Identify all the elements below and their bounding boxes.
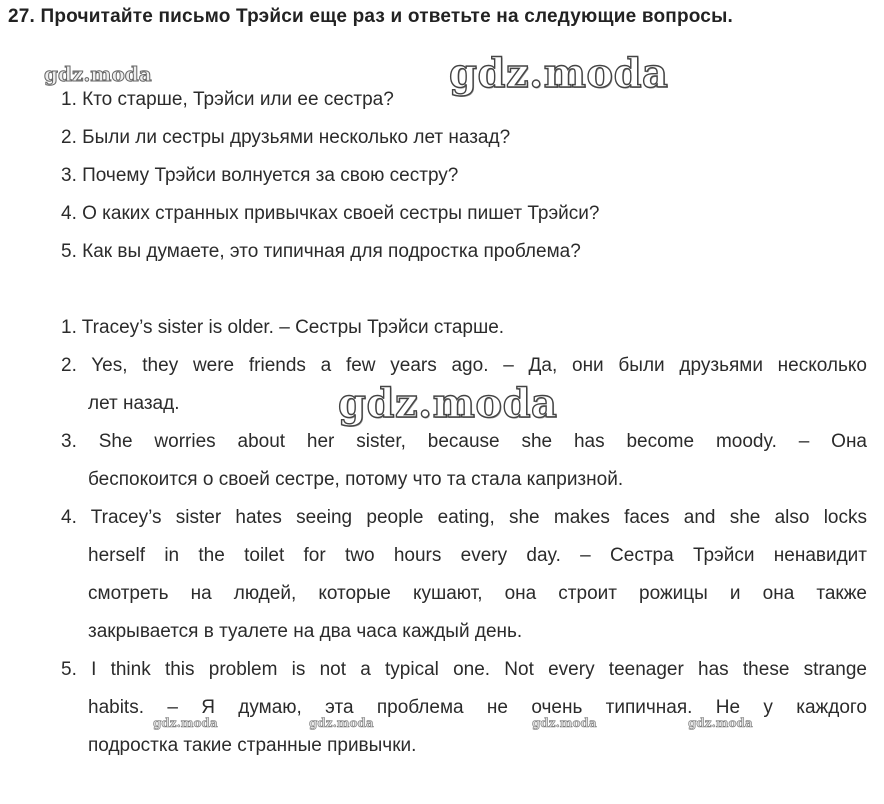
question-item: 5. Как вы думаете, это типичная для подростка проблема? xyxy=(61,241,581,262)
question-item: 2. Были ли сестры друзьями несколько лет назад? xyxy=(61,127,511,148)
question-item: 1. Кто старше, Трэйси или ее сестра? xyxy=(61,89,394,110)
answer-3-line: беспокоится о своей сестре, потому что та стала капризной. xyxy=(88,469,624,490)
watermark-logo: gdz.moda xyxy=(688,716,753,730)
watermark-logo: gdz.moda xyxy=(532,716,597,730)
question-item: 3. Почему Трэйси волнуется за свою сестру? xyxy=(61,165,459,186)
answer-2-line: 2. Yes, they were friends a few years ago. – Да, они были друзьями несколько xyxy=(61,355,867,376)
answer-5-line: подростка такие странные привычки. xyxy=(88,735,417,756)
answer-1: 1. Tracey’s sister is older. – Сестры Трэйси старше. xyxy=(61,317,505,338)
answer-4-line: закрывается в туалете на два часа каждый день. xyxy=(88,621,523,642)
watermark-logo: gdz.moda xyxy=(153,716,218,730)
watermark-logo: gdz.moda xyxy=(338,380,558,427)
task-title: 27. Прочитайте письмо Трэйси еще раз и ответьте на следующие вопросы. xyxy=(8,6,733,27)
watermark-logo: gdz.moda xyxy=(309,716,374,730)
answer-2-line: лет назад. xyxy=(88,393,180,414)
answer-4-line: смотреть на людей, которые кушают, она строит рожицы и она также xyxy=(88,583,867,604)
watermark-logo: gdz.moda xyxy=(449,50,669,97)
answer-4-line: 4. Tracey’s sister hates seeing people eating, she makes faces and she also locks xyxy=(61,507,867,528)
watermark-logo: gdz.moda xyxy=(44,62,152,86)
answer-5-line: 5. I think this problem is not a typical one. Not every teenager has these strange xyxy=(61,659,867,680)
question-item: 4. О каких странных привычках своей сестры пишет Трэйси? xyxy=(61,203,600,224)
answer-3-line: 3. She worries about her sister, because she has become moody. – Она xyxy=(61,431,867,452)
answer-5-line: habits. – Я думаю, эта проблема не очень типичная. Не у каждого xyxy=(88,697,867,718)
answer-4-line: herself in the toilet for two hours every day. – Сестра Трэйси ненавидит xyxy=(88,545,867,566)
